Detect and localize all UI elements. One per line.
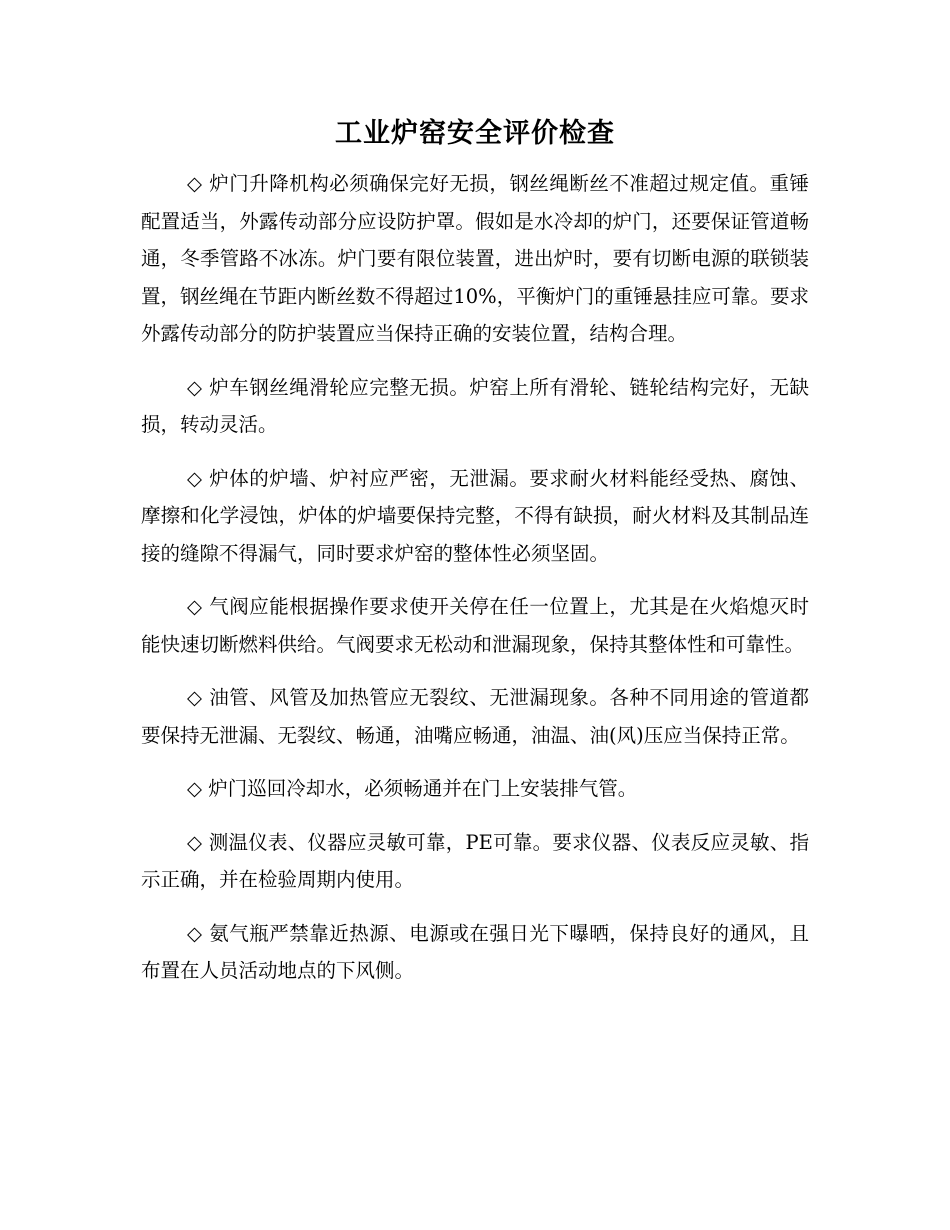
paragraph-gas-valve: ◇ 气阀应能根据操作要求使开关停在任一位置上，尤其是在火焰熄灭时能快速切断燃料供给。气阀要求无松动和泄漏现象，保持其整体性和可靠性。 bbox=[141, 595, 809, 656]
document-body bbox=[141, 165, 809, 1006]
page-title: 工业炉窑安全评价检查 bbox=[335, 118, 615, 149]
paragraph-cooling-water: ◇ 炉门巡回冷却水，必须畅通并在门上安装排气管。 bbox=[187, 777, 638, 800]
paragraph-instruments: ◇ 测温仪表、仪器应灵敏可靠，PE可靠。要求仪器、仪表反应灵敏、指示正确，并在检验周期内使用。 bbox=[141, 830, 809, 891]
paragraph-furnace-door-lift: ◇ 炉门升降机构必须确保完好无损，钢丝绳断丝不准超过规定值。重锤配置适当，外露传动部分应设防护罩。假如是水冷却的炉门，还要保证管道畅通，冬季管路不冰冻。炉门要有限位装置，进出炉时，要有切断电源的联锁装置，钢丝绳在节距内断丝数不得超过10%，平衡炉门的重锤悬挂应可靠。要求外露传动部分的防护装置应当保持正确的安装位置，结构合理。 bbox=[141, 172, 809, 345]
paragraph-ammonia-cylinder: ◇ 氨气瓶严禁靠近热源、电源或在强日光下曝晒，保持良好的通风，且布置在人员活动地点的下风侧。 bbox=[141, 921, 809, 982]
paragraph-wire-rope-pulley: ◇ 炉车钢丝绳滑轮应完整无损。炉窑上所有滑轮、链轮结构完好，无缺损，转动灵活。 bbox=[141, 375, 809, 436]
paragraph-pipes: ◇ 油管、风管及加热管应无裂纹、无泄漏现象。各种不同用途的管道都要保持无泄漏、无裂纹、畅通，油嘴应畅通，油温、油(风)压应当保持正常。 bbox=[141, 686, 809, 747]
paragraph-furnace-wall: ◇ 炉体的炉墙、炉衬应严密，无泄漏。要求耐火材料能经受热、腐蚀、摩擦和化学浸蚀，炉体的炉墙要保持完整，不得有缺损，耐火材料及其制品连接的缝隙不得漏气，同时要求炉窑的整体性必须坚固。 bbox=[141, 466, 809, 565]
